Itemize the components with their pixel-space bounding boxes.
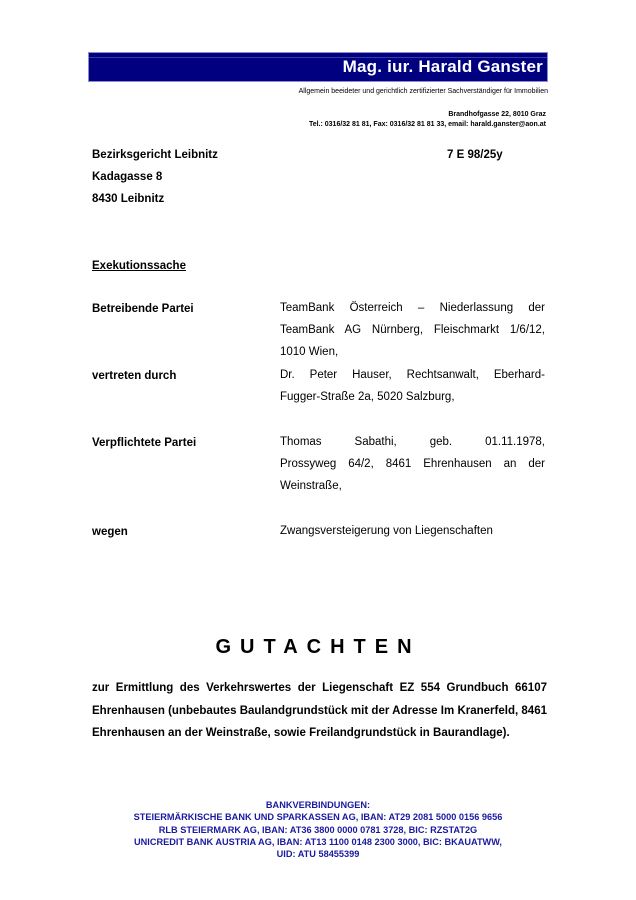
party-line: TeamBank Österreich – Niederlassung der bbox=[280, 302, 545, 314]
recipient-street: Kadagasse 8 bbox=[92, 171, 163, 183]
party-line: Weinstraße, bbox=[280, 480, 342, 492]
party-line: TeamBank AG Nürnberg, Fleischmarkt 1/6/12, bbox=[280, 324, 545, 336]
party-value-debtor bbox=[280, 431, 545, 497]
party-value-representative bbox=[280, 364, 545, 408]
case-heading: Exekutionssache bbox=[92, 260, 186, 272]
party-line: Thomas Sabathi, geb. 01.11.1978, bbox=[280, 436, 545, 448]
party-label-debtor: Verpflichtete Partei bbox=[92, 437, 197, 449]
party-line: Dr. Peter Hauser, Rechtsanwalt, Eberhard- bbox=[280, 369, 545, 381]
recipient-city: 8430 Leibnitz bbox=[92, 193, 165, 205]
party-line: Prossyweg 64/2, 8461 Ehrenhausen an der bbox=[280, 458, 545, 470]
bank-line: STEIERMÄRKISCHE BANK UND SPARKASSEN AG, IBAN: AT29 2081 5000 0156 9656 bbox=[133, 812, 503, 823]
letterhead-subtitle: Allgemein beeideter und gerichtlich zertifizierter Sachverständiger für Immobilien bbox=[298, 88, 548, 95]
letterhead-band bbox=[88, 52, 548, 82]
bank-footer bbox=[0, 799, 636, 860]
uid-line: UID: ATU 58455399 bbox=[276, 849, 360, 860]
recipient-court: Bezirksgericht Leibnitz bbox=[92, 149, 218, 161]
party-label-representative: vertreten durch bbox=[92, 370, 177, 382]
case-number: 7 E 98/25y bbox=[447, 149, 503, 161]
party-line: 1010 Wien, bbox=[280, 346, 339, 358]
bank-heading: BANKVERBINDUNGEN: bbox=[265, 800, 371, 810]
party-label-reason: wegen bbox=[92, 526, 128, 538]
party-value-reason bbox=[280, 520, 545, 542]
bank-line: UNICREDIT BANK AUSTRIA AG, IBAN: AT13 1100 0148 2300 3000, BIC: BKAUATWW, bbox=[134, 836, 502, 847]
letterhead-name: Mag. iur. Harald Ganster bbox=[342, 57, 543, 76]
bank-line: RLB STEIERMARK AG, IBAN: AT36 3800 0000 0781 3728, BIC: RZSTAT2G bbox=[158, 824, 478, 835]
letterhead-contact: Tel.: 0316/32 81 81, Fax: 0316/32 81 81 33, email: harald.ganster@aon.at bbox=[308, 121, 546, 128]
document-intro: zur Ermittlung des Verkehrswertes der Liegenschaft EZ 554 Grundbuch 66107 Ehrenhausen (unbebautes Baulandgrundstück mit der Adresse Im Kranerfeld, 8461 Ehrenhausen an der Weinstraße, sowie Freilandgrundstück in Baurandlage). bbox=[92, 682, 547, 739]
party-line: Zwangsversteigerung von Liegenschaften bbox=[280, 525, 493, 537]
document-title: GUTACHTEN bbox=[215, 636, 421, 658]
party-label-creditor: Betreibende Partei bbox=[92, 303, 194, 315]
party-line: Fugger-Straße 2a, 5020 Salzburg, bbox=[280, 391, 455, 403]
letterhead-address: Brandhofgasse 22, 8010 Graz bbox=[448, 111, 546, 118]
party-value-creditor bbox=[280, 297, 545, 363]
